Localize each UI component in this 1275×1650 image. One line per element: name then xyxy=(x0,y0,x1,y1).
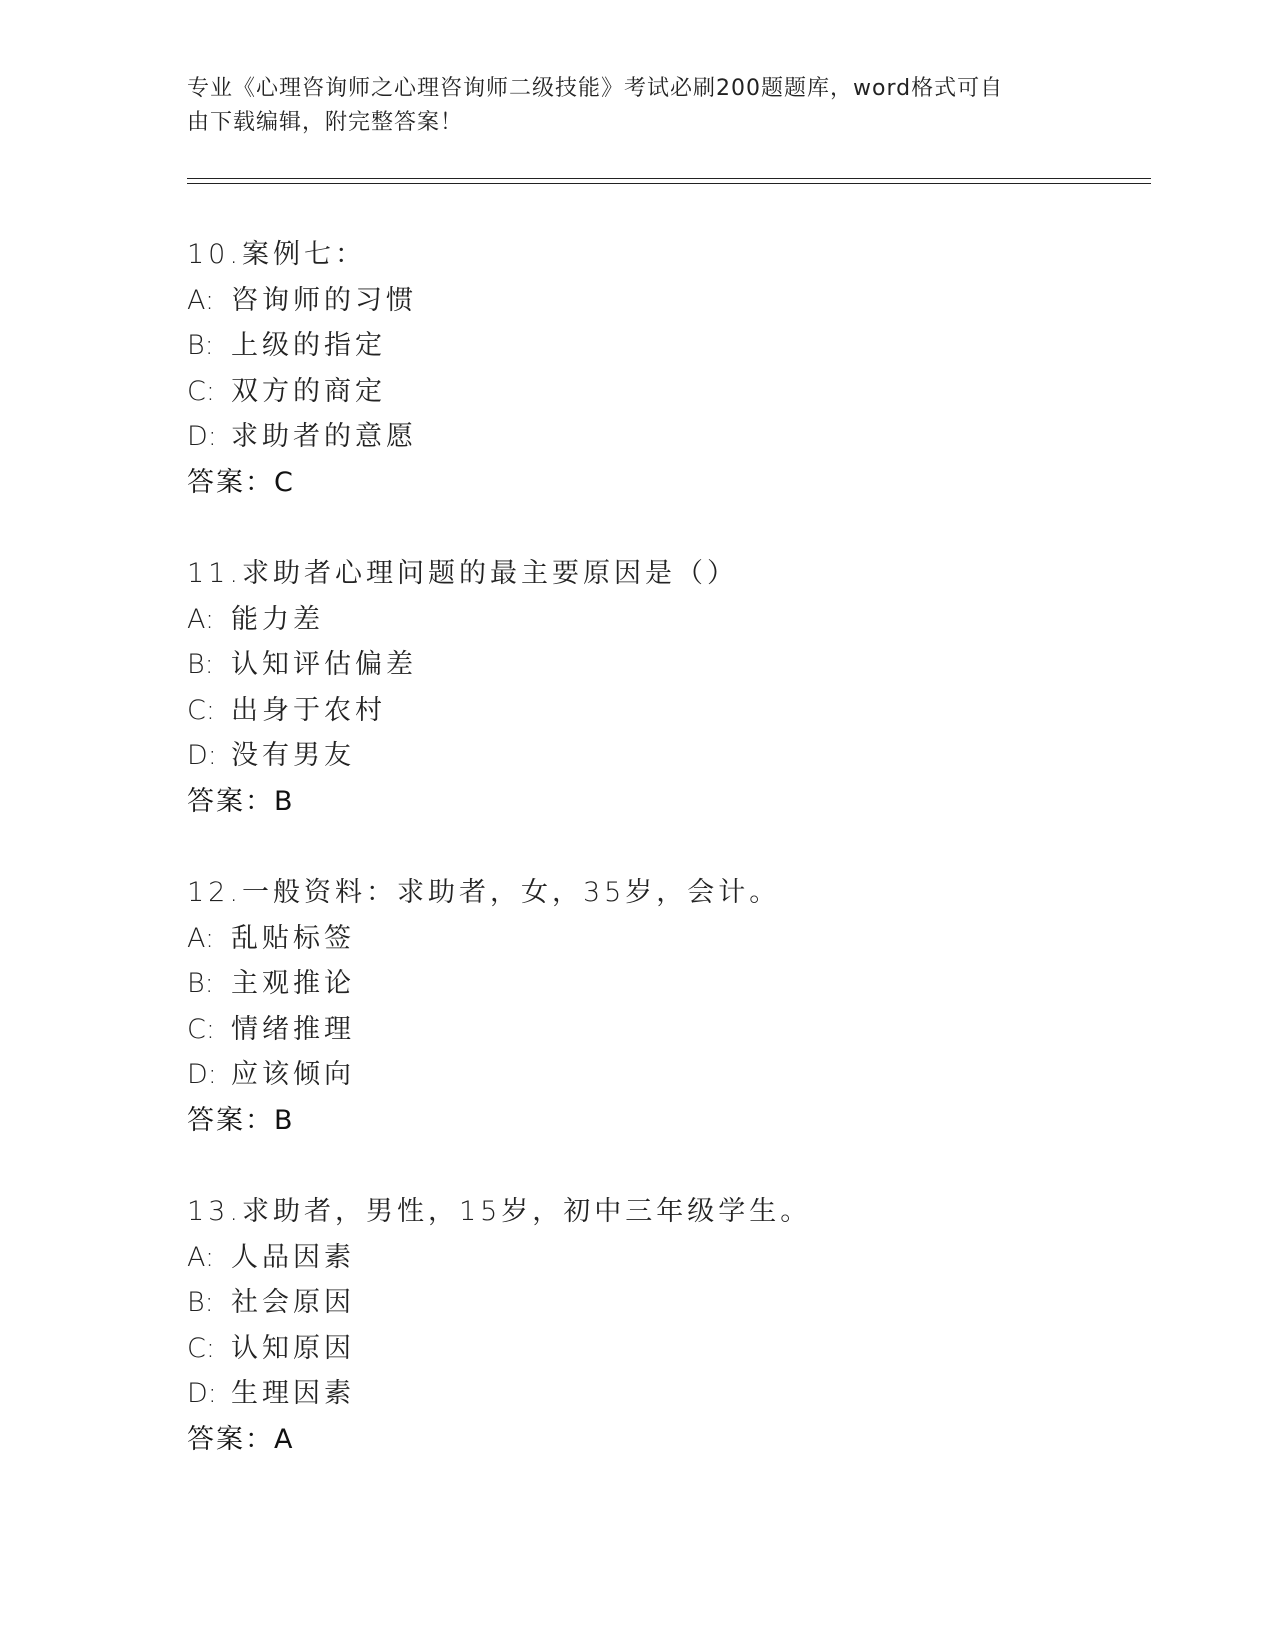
option-a xyxy=(187,1235,1147,1281)
header-line-1: 专业《心理咨询师之心理咨询师二级技能》考试必刷200题题库，word格式可自 xyxy=(187,76,1004,101)
option-text: 双方的商定 xyxy=(231,375,386,407)
question-list xyxy=(187,232,1147,1508)
option-text: 生理因素 xyxy=(231,1378,355,1409)
option-c xyxy=(187,369,1147,415)
option-letter: C: xyxy=(187,1013,215,1045)
option-letter: C: xyxy=(187,694,215,726)
option-d xyxy=(187,733,1147,779)
option-d xyxy=(187,1052,1147,1098)
option-b xyxy=(187,1280,1147,1326)
option-letter: B: xyxy=(187,649,214,680)
option-text: 没有男友 xyxy=(231,740,355,771)
option-text: 人品因素 xyxy=(231,1241,355,1273)
option-d xyxy=(187,1371,1147,1417)
option-letter: B: xyxy=(187,1287,214,1318)
option-text: 应该倾向 xyxy=(231,1059,355,1090)
option-text: 认知原因 xyxy=(231,1332,355,1364)
header-rule-bottom xyxy=(187,183,1151,184)
question-11 xyxy=(187,551,1147,824)
question-stem: 11.求助者心理问题的最主要原因是（） xyxy=(187,558,738,589)
answer-line: 答案：B xyxy=(187,1104,295,1136)
question-13 xyxy=(187,1189,1147,1462)
option-text: 社会原因 xyxy=(231,1287,355,1318)
answer-line: 答案：A xyxy=(187,1423,295,1455)
option-text: 能力差 xyxy=(231,603,324,635)
answer-line: 答案：B xyxy=(187,785,295,817)
option-text: 求助者的意愿 xyxy=(231,421,417,452)
option-letter: C: xyxy=(187,1332,215,1364)
answer-line: 答案：C xyxy=(187,466,295,498)
question-stem: 12.一般资料：求助者，女，35岁，会计。 xyxy=(187,877,781,908)
option-letter: A: xyxy=(187,1241,215,1273)
option-text: 上级的指定 xyxy=(231,330,386,361)
option-c xyxy=(187,1007,1147,1053)
option-a xyxy=(187,278,1147,324)
option-b xyxy=(187,642,1147,688)
header-line-2: 由下载编辑，附完整答案！ xyxy=(187,110,464,135)
question-10 xyxy=(187,232,1147,505)
option-text: 乱贴标签 xyxy=(231,922,355,954)
option-letter: A: xyxy=(187,284,215,316)
option-text: 出身于农村 xyxy=(231,694,386,726)
option-letter: D: xyxy=(187,740,217,771)
option-letter: A: xyxy=(187,603,215,635)
question-12 xyxy=(187,870,1147,1143)
option-letter: B: xyxy=(187,330,214,361)
option-letter: D: xyxy=(187,421,217,452)
option-b xyxy=(187,961,1147,1007)
option-letter: D: xyxy=(187,1059,217,1090)
option-letter: C: xyxy=(187,375,215,407)
document-header xyxy=(187,72,1067,140)
option-text: 情绪推理 xyxy=(231,1013,355,1045)
question-stem: 10.案例七： xyxy=(187,239,366,270)
option-c xyxy=(187,1326,1147,1372)
option-b xyxy=(187,323,1147,369)
option-letter: A: xyxy=(187,922,215,954)
option-text: 认知评估偏差 xyxy=(231,649,417,680)
option-text: 咨询师的习惯 xyxy=(231,284,417,316)
option-letter: B: xyxy=(187,968,214,999)
option-d xyxy=(187,414,1147,460)
option-c xyxy=(187,688,1147,734)
option-a xyxy=(187,597,1147,643)
question-stem: 13.求助者，男性，15岁，初中三年级学生。 xyxy=(187,1196,812,1227)
option-letter: D: xyxy=(187,1378,217,1409)
option-text: 主观推论 xyxy=(231,968,355,999)
option-a xyxy=(187,916,1147,962)
header-rule-top xyxy=(187,178,1151,179)
